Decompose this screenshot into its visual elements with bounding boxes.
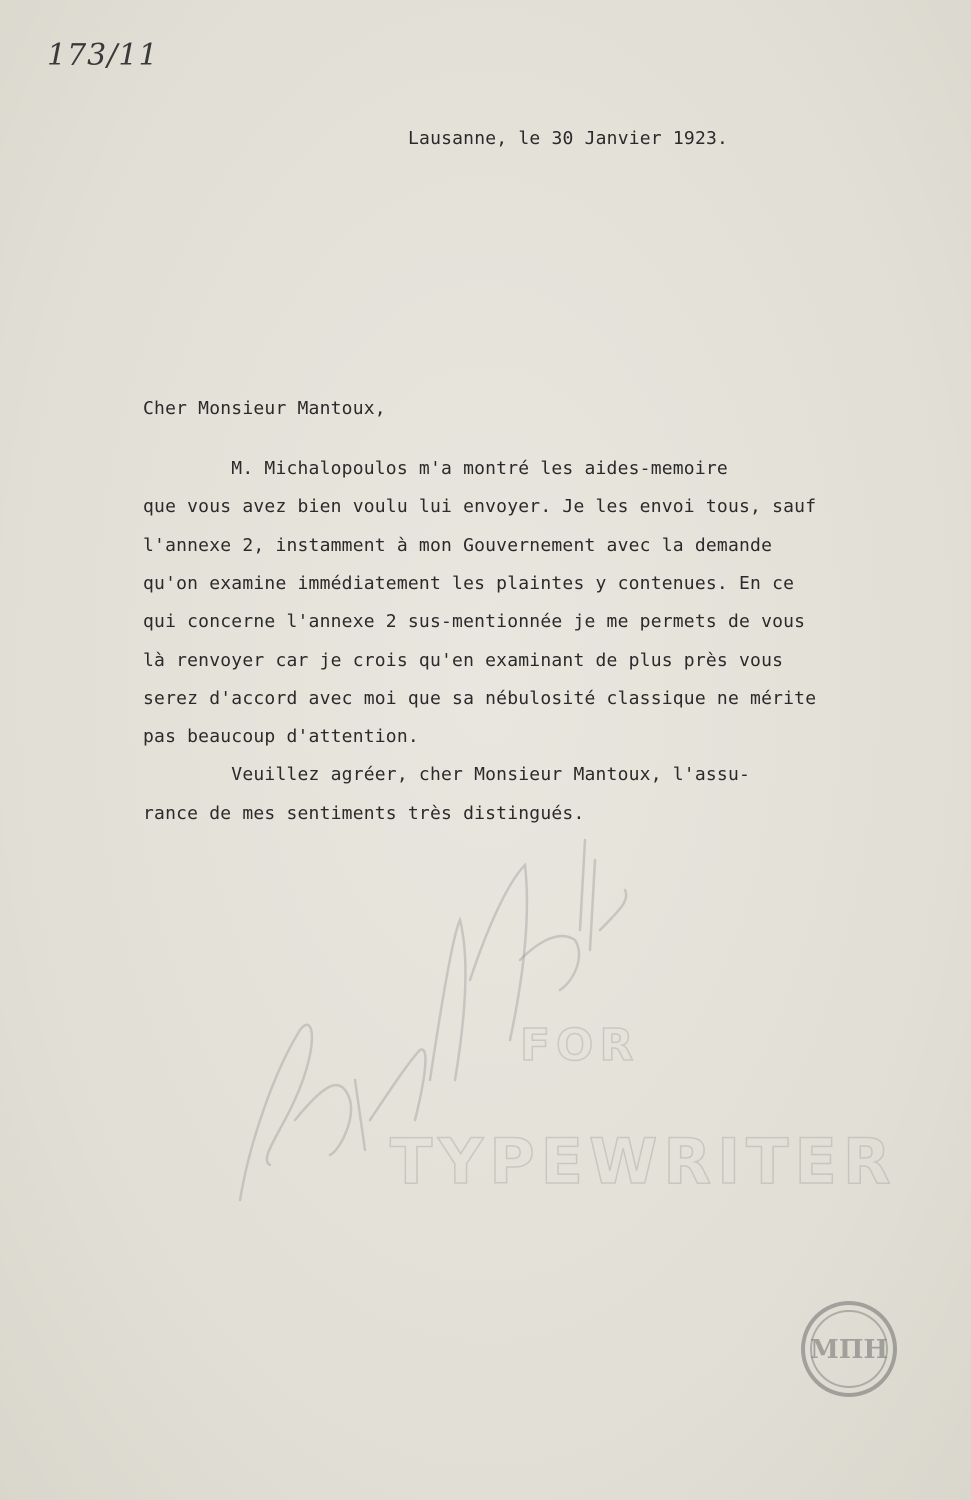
body-line: là renvoyer car je crois qu'en examinant de plus près vous — [143, 650, 784, 671]
signature-stamp-area — [180, 820, 897, 1240]
body-line: qu'on examine immédiatement les plaintes y contenues. En ce — [143, 573, 795, 594]
body-line: serez d'accord avec moi que sa nébulosité classique ne mérite — [143, 688, 817, 709]
body-line: que vous avez bien voulu lui envoyer. Je les envoi tous, sauf — [143, 496, 817, 517]
stamp-for-text: FOR — [520, 1020, 640, 1071]
body-line: M. Michalopoulos m'a montré les aides-memoire — [143, 458, 728, 479]
handwritten-signature — [180, 820, 800, 1240]
stamp-typewriter-text: TYPEWRITER — [390, 1125, 897, 1198]
archive-seal — [800, 1300, 898, 1398]
seal-letters: ΜΠΗ — [810, 1335, 888, 1365]
letter-dateline: Lausanne, le 30 Janvier 1923. — [408, 128, 729, 149]
archive-reference-number: 173/11 — [47, 38, 159, 73]
body-line: l'annexe 2, instamment à mon Gouvernement avec la demande — [143, 535, 773, 556]
letter-salutation: Cher Monsieur Mantoux, — [143, 398, 386, 419]
body-line: rance de mes sentiments très distingués. — [143, 803, 585, 824]
body-line: Veuillez agréer, cher Monsieur Mantoux, l'assu- — [143, 764, 751, 785]
archive-seal-emblem — [800, 1300, 898, 1398]
body-line: pas beaucoup d'attention. — [143, 726, 419, 747]
body-line: qui concerne l'annexe 2 sus-mentionnée je me permets de vous — [143, 611, 806, 632]
